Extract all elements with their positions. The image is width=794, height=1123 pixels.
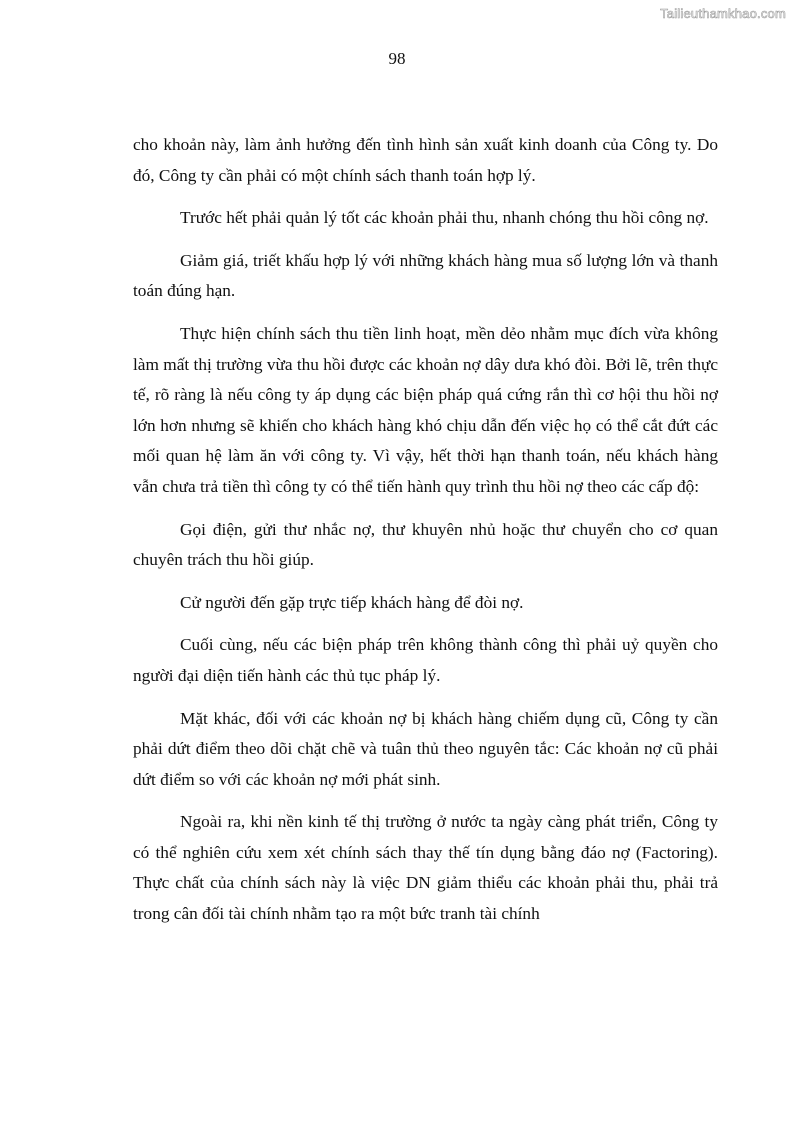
paragraph: Trước hết phải quản lý tốt các khoản phải thu, nhanh chóng thu hồi công nợ. (180, 208, 709, 228)
page-number: 98 (388, 49, 406, 68)
paragraph: Giảm giá, triết khấu hợp lý với những khách hàng mua số lượng lớn và thanh toán đúng hạn. (133, 250, 718, 301)
paragraph: Ngoài ra, khi nền kinh tế thị trường ở nước ta ngày càng phát triển, Công ty có thể nghiên cứu xem xét chính sách thay thế tín dụng bằng đáo nợ (Factoring). Thực chất của chính sách này là việc DN giảm thiểu các khoản phải thu, phải trả trong cân đối tài chính nhằm tạo ra một bức tranh tài chính (133, 812, 718, 924)
paragraph: Mặt khác, đối với các khoản nợ bị khách hàng chiếm dụng cũ, Công ty cần phải dứt điểm theo dõi chặt chẽ và tuân thủ theo nguyên tắc: Các khoản nợ cũ phải dứt điểm so với các khoản nợ mới phát sinh. (133, 708, 718, 789)
paragraph: Cuối cùng, nếu các biện pháp trên không thành công thì phải uỷ quyền cho người đại diện tiến hành các thủ tục pháp lý. (133, 635, 718, 685)
document-body (133, 130, 718, 942)
paragraph: Cử người đến gặp trực tiếp khách hàng để đòi nợ. (180, 592, 524, 612)
watermark: Tailieuthamkhao.com (660, 6, 786, 21)
paragraph: Thực hiện chính sách thu tiền linh hoạt, mền dẻo nhằm mục đích vừa không làm mất thị trường vừa thu hồi được các khoản nợ dây dưa khó đòi. Bởi lẽ, trên thực tế, rõ ràng là nếu công ty áp dụng các biện pháp quá cứng rắn thì cơ hội thu hồi nợ lớn hơn nhưng sẽ khiến cho khách hàng khó chịu dẫn đến việc họ có thể cắt đứt các mối quan hệ làm ăn với công ty. Vì vậy, hết thời hạn thanh toán, nếu khách hàng vẫn chưa trả tiền thì công ty có thể tiến hành quy trình thu hồi nợ theo các cấp độ: (133, 323, 718, 496)
paragraph: Gọi điện, gửi thư nhắc nợ, thư khuyên nhủ hoặc thư chuyển cho cơ quan chuyên trách thu hồi giúp. (133, 519, 718, 570)
paragraph-continuation: cho khoản này, làm ảnh hưởng đến tình hình sản xuất kinh doanh của Công ty. Do đó, Công ty cần phải có một chính sách thanh toán hợp lý. (133, 135, 718, 185)
